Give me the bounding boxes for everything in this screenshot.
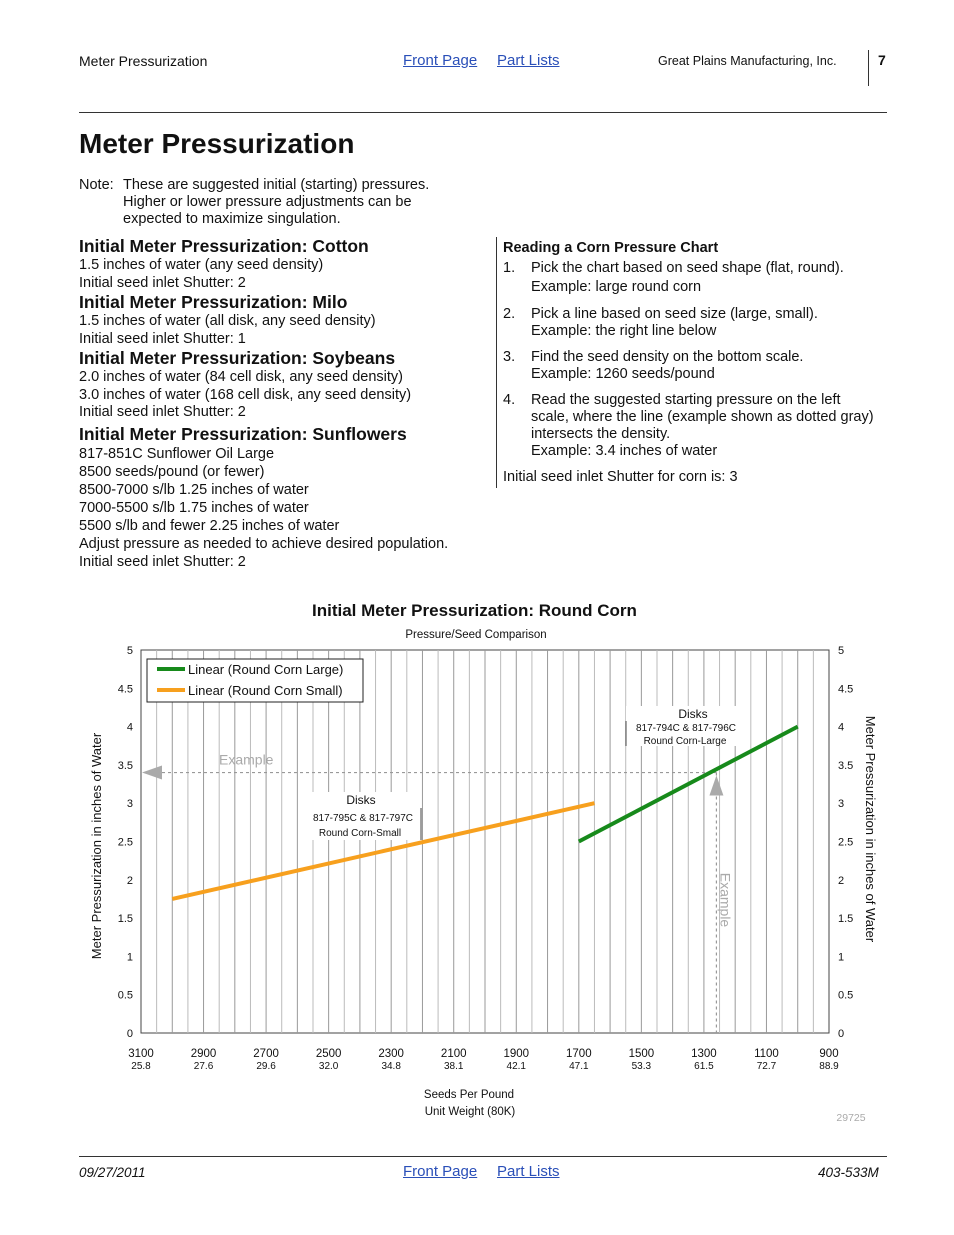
y-axis-label-right: Meter Pressurization in inches of Water: [863, 715, 878, 943]
footer-front-page-link[interactable]: Front Page: [403, 1163, 478, 1180]
header-section-title: Meter Pressurization: [79, 53, 208, 69]
x-tick-sublabel: 38.1: [443, 1061, 464, 1072]
footer-rule: [79, 1156, 887, 1157]
x-tick-sublabel: 42.1: [506, 1061, 527, 1072]
x-tick-sublabel: 47.1: [569, 1061, 589, 1072]
chart-title: Pressure/Seed Comparison: [405, 629, 547, 641]
section-line: Initial seed inlet Shutter: 2: [79, 554, 246, 570]
x-tick-sublabel: 53.3: [631, 1061, 652, 1072]
reading-divider: [496, 237, 497, 488]
y-tick-label-left: 0.5: [117, 989, 133, 1002]
reading-title: Reading a Corn Pressure Chart: [503, 240, 719, 256]
x-tick-label: 2500: [315, 1048, 342, 1060]
step-number: 4.: [503, 392, 516, 408]
x-tick-label: 3100: [128, 1048, 154, 1060]
x-axis-label-secondary: Unit Weight (80K): [424, 1106, 516, 1118]
step-instruction: Find the seed density on the bottom scale.: [531, 349, 804, 365]
section-line: 817-851C Sunflower Oil Large: [79, 446, 275, 462]
y-tick-label-left: 5: [126, 645, 133, 657]
y-tick-label-right: 2.5: [838, 836, 854, 849]
y-tick-label-left: 1: [126, 951, 133, 964]
section-line: 2.0 inches of water (84 cell disk, any seed density): [79, 369, 403, 385]
x-tick-label: 1100: [754, 1048, 779, 1060]
header-front-page-link[interactable]: Front Page: [403, 52, 478, 69]
x-tick-label: 1700: [566, 1048, 592, 1060]
note-line: expected to maximize singulation.: [123, 211, 341, 227]
step-instruction: Read the suggested starting pressure on the left scale, where the line (example shown as dotted gray) intersects the density.: [531, 392, 874, 442]
step-text: [531, 306, 876, 340]
y-axis-label-left: Meter Pressurization in inches of Water: [89, 732, 104, 960]
step-instruction: Pick a line based on seed size (large, small).: [531, 306, 818, 322]
section-line: Initial seed inlet Shutter: 2: [79, 274, 246, 291]
y-tick-label-left: 2.5: [117, 836, 133, 849]
x-tick-label: 1500: [628, 1048, 655, 1060]
section-line: 1.5 inches of water (all disk, any seed density): [79, 313, 376, 329]
section-line: 3.0 inches of water (168 cell disk, any seed density): [79, 386, 412, 403]
section-heading: Initial Meter Pressurization: Sunflowers: [79, 424, 407, 444]
step-text: [531, 349, 876, 383]
section-line: Initial seed inlet Shutter: 1: [79, 330, 246, 347]
step-example: Example: large round corn: [531, 279, 702, 295]
section-line: 5500 s/lb and fewer 2.25 inches of water: [79, 518, 340, 534]
small-disks-title: Disks: [346, 793, 376, 807]
x-tick-sublabel: 25.8: [131, 1061, 151, 1072]
x-tick-label: 2100: [440, 1048, 467, 1060]
section-soybeans: [79, 348, 489, 422]
small-disks-parts: 817-795C & 817-797C: [312, 813, 414, 824]
section-line: Adjust pressure as needed to achieve desired population.: [79, 536, 449, 552]
header-part-lists-link[interactable]: Part Lists: [497, 52, 560, 69]
y-tick-label-right: 1.5: [838, 913, 854, 926]
x-tick-sublabel: 27.6: [193, 1061, 214, 1072]
example-label-vertical: Example: [717, 872, 734, 928]
step-number: 1.: [503, 260, 516, 276]
figure-number: 29725: [836, 1112, 866, 1124]
header-company: Great Plains Manufacturing, Inc.: [658, 54, 837, 68]
section-heading: Initial Meter Pressurization: Soybeans: [79, 348, 396, 368]
section-heading: Initial Meter Pressurization: Milo: [79, 292, 348, 312]
small-disks-desc: Round Corn-Small: [318, 828, 402, 839]
x-tick-label: 1300: [691, 1048, 717, 1060]
y-tick-label-right: 3: [838, 798, 845, 811]
y-tick-label-left: 0: [126, 1028, 133, 1040]
step-number: 2.: [503, 306, 516, 322]
legend-label: Linear (Round Corn Large): [188, 662, 344, 677]
x-tick-label: 900: [819, 1048, 839, 1060]
note-line: Higher or lower pressure adjustments can be: [123, 194, 412, 210]
example-label: Example: [219, 751, 274, 768]
y-tick-label-right: 4: [838, 721, 845, 734]
x-tick-sublabel: 34.8: [381, 1061, 401, 1072]
y-tick-label-left: 4.5: [117, 683, 133, 696]
x-tick-sublabel: 88.9: [819, 1061, 839, 1072]
y-tick-label-right: 5: [838, 645, 845, 657]
section-sunflowers: [79, 424, 499, 571]
pressure-chart: [0, 620, 954, 1130]
section-line: 8500 seeds/pound (or fewer): [79, 464, 265, 480]
y-tick-label-right: 1: [838, 951, 845, 964]
large-disks-desc: Round Corn-Large: [643, 736, 727, 747]
y-tick-label-left: 1.5: [117, 913, 133, 926]
footer-date: 09/27/2011: [79, 1165, 146, 1180]
note-line: These are suggested initial (starting) pressures.: [123, 177, 430, 193]
y-tick-label-right: 4.5: [838, 683, 854, 696]
y-tick-label-left: 4: [126, 721, 133, 734]
step-example: Example: 1260 seeds/pound: [531, 366, 715, 382]
page-title: Meter Pressurization: [79, 128, 355, 159]
y-tick-label-left: 3.5: [117, 759, 133, 772]
y-tick-label-right: 3.5: [838, 759, 854, 772]
x-tick-sublabel: 32.0: [318, 1061, 339, 1072]
step-text: [531, 260, 876, 296]
section-line: Initial seed inlet Shutter: 2: [79, 404, 246, 420]
header-rule: [79, 112, 887, 113]
footer-doc-number: 403-533M: [818, 1165, 879, 1180]
large-disks-parts: 817-794C & 817-796C: [635, 723, 737, 734]
note-label: Note:: [79, 177, 114, 193]
step-example: Example: the right line below: [531, 323, 717, 339]
reading-footer: Initial seed inlet Shutter for corn is: 3: [503, 469, 738, 485]
section-line: 8500-7000 s/lb 1.25 inches of water: [79, 482, 309, 498]
x-tick-label: 2300: [378, 1048, 404, 1060]
section-heading: Initial Meter Pressurization: Cotton: [79, 236, 369, 256]
x-axis-label: Seeds Per Pound: [423, 1089, 515, 1101]
x-tick-label: 2900: [190, 1048, 217, 1060]
section-cotton: [79, 236, 489, 292]
y-tick-label-right: 2: [838, 874, 845, 887]
page-number: 7: [878, 52, 886, 68]
legend-label: Linear (Round Corn Small): [188, 683, 343, 698]
page-number-divider: [868, 50, 869, 86]
y-tick-label-right: 0: [838, 1028, 845, 1040]
x-tick-sublabel: 61.5: [694, 1061, 714, 1072]
y-tick-label-left: 3: [126, 798, 133, 811]
y-tick-label-right: 0.5: [838, 989, 854, 1002]
step-number: 3.: [503, 349, 516, 365]
x-tick-sublabel: 29.6: [256, 1061, 276, 1072]
x-tick-label: 1900: [503, 1048, 530, 1060]
section-milo: [79, 292, 489, 348]
x-tick-label: 2700: [253, 1048, 279, 1060]
note-text: [123, 177, 483, 228]
section-line: 1.5 inches of water (any seed density): [79, 257, 324, 273]
chart-heading: Initial Meter Pressurization: Round Corn: [312, 601, 637, 620]
y-tick-label-left: 2: [126, 874, 133, 887]
step-instruction: Pick the chart based on seed shape (flat, round).: [531, 260, 844, 276]
step-example: Example: 3.4 inches of water: [531, 443, 718, 459]
x-tick-sublabel: 72.7: [756, 1061, 777, 1072]
step-text: [531, 392, 876, 460]
footer-part-lists-link[interactable]: Part Lists: [497, 1163, 560, 1180]
large-disks-title: Disks: [678, 707, 708, 721]
section-line: 7000-5500 s/lb 1.75 inches of water: [79, 500, 309, 516]
